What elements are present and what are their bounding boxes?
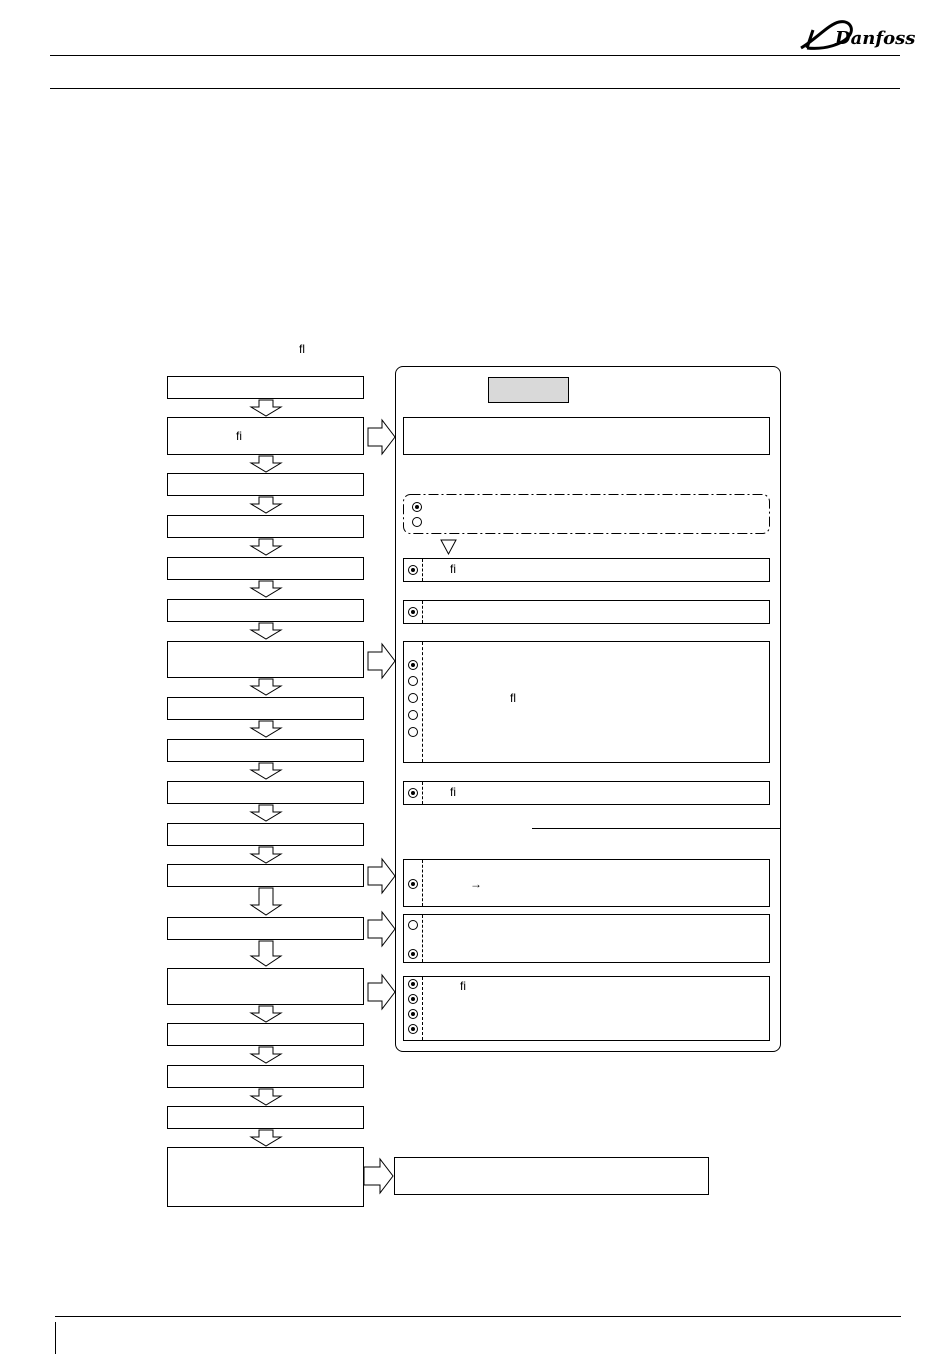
option-b-radio[interactable] bbox=[408, 565, 418, 575]
option-b-glyph: ﬁ bbox=[450, 562, 456, 576]
down-arrow-10 bbox=[250, 805, 282, 822]
option-box-d bbox=[403, 781, 770, 805]
option-d-radio[interactable] bbox=[408, 788, 418, 798]
step-box-13 bbox=[167, 917, 364, 940]
down-arrow-8 bbox=[250, 721, 282, 738]
option-e-radio[interactable] bbox=[408, 879, 418, 889]
down-arrow-2 bbox=[250, 456, 282, 473]
down-arrow-14 bbox=[250, 1006, 282, 1023]
header-rule-bottom bbox=[50, 88, 900, 89]
down-arrow-12 bbox=[250, 888, 282, 916]
option-e-divider bbox=[422, 860, 423, 906]
option-c-glyph: ﬂ bbox=[510, 691, 516, 705]
step-box-3 bbox=[167, 473, 364, 496]
step-box-5 bbox=[167, 557, 364, 580]
option-g-radio-1[interactable] bbox=[408, 979, 418, 989]
step-box-9 bbox=[167, 739, 364, 762]
step-box-17 bbox=[167, 1106, 364, 1129]
option-box-b2 bbox=[403, 600, 770, 624]
right-arrow-4 bbox=[368, 911, 396, 947]
step-box-11 bbox=[167, 823, 364, 846]
step-box-1 bbox=[167, 376, 364, 399]
down-arrow-1 bbox=[250, 400, 282, 417]
option-g-divider bbox=[422, 977, 423, 1040]
flowchart-caption: ﬂ bbox=[299, 342, 305, 356]
down-arrow-4 bbox=[250, 539, 282, 556]
option-c-radio-3[interactable] bbox=[408, 693, 418, 703]
step-box-15 bbox=[167, 1023, 364, 1046]
down-arrow-3 bbox=[250, 497, 282, 514]
result-box bbox=[394, 1157, 709, 1195]
option-g-radio-4[interactable] bbox=[408, 1024, 418, 1034]
logo-wordmark: Danfoss bbox=[835, 28, 916, 49]
step-box-16 bbox=[167, 1065, 364, 1088]
down-triangle-icon bbox=[440, 539, 457, 555]
down-arrow-6 bbox=[250, 623, 282, 640]
option-box-f bbox=[403, 914, 770, 963]
footer-rule bbox=[55, 1316, 901, 1317]
down-arrow-11 bbox=[250, 847, 282, 864]
down-arrow-16 bbox=[250, 1089, 282, 1106]
danfoss-logo bbox=[795, 14, 916, 54]
down-arrow-17 bbox=[250, 1130, 282, 1147]
option-radio-2[interactable] bbox=[412, 517, 422, 527]
option-c-radio-1[interactable] bbox=[408, 660, 418, 670]
right-arrow-2 bbox=[368, 643, 396, 679]
option-f-radio-1[interactable] bbox=[408, 920, 418, 930]
panel-divider-line bbox=[532, 828, 781, 829]
right-arrow-1 bbox=[368, 419, 396, 455]
info-box-a bbox=[403, 417, 770, 455]
right-arrow-5 bbox=[368, 974, 396, 1010]
panel-header-tab bbox=[488, 377, 569, 403]
right-arrow-3 bbox=[368, 858, 396, 894]
option-c-radio-2[interactable] bbox=[408, 676, 418, 686]
step-box-7 bbox=[167, 641, 364, 678]
down-arrow-9 bbox=[250, 763, 282, 780]
down-arrow-7 bbox=[250, 679, 282, 696]
step-box-12 bbox=[167, 864, 364, 887]
down-arrow-5 bbox=[250, 581, 282, 598]
down-arrow-15 bbox=[250, 1047, 282, 1064]
option-c-radio-4[interactable] bbox=[408, 710, 418, 720]
option-g-radio-2[interactable] bbox=[408, 994, 418, 1004]
header-rule-top bbox=[50, 55, 900, 56]
option-box-c bbox=[403, 641, 770, 763]
option-b2-radio[interactable] bbox=[408, 607, 418, 617]
step-box-2-glyph: ﬁ bbox=[236, 429, 242, 443]
step-box-2 bbox=[167, 417, 364, 455]
step-box-8 bbox=[167, 697, 364, 720]
option-box-e bbox=[403, 859, 770, 907]
step-box-18 bbox=[167, 1147, 364, 1207]
option-c-divider bbox=[422, 642, 423, 762]
option-group-dashdot bbox=[403, 494, 770, 534]
step-box-4 bbox=[167, 515, 364, 538]
down-arrow-13 bbox=[250, 941, 282, 967]
right-arrow-6 bbox=[364, 1158, 394, 1194]
option-d-glyph: ﬁ bbox=[450, 785, 456, 799]
step-box-14 bbox=[167, 968, 364, 1005]
option-e-arrow: → bbox=[470, 877, 482, 891]
step-box-6 bbox=[167, 599, 364, 622]
option-b-divider bbox=[422, 559, 423, 581]
option-d-divider bbox=[422, 782, 423, 804]
step-box-10 bbox=[167, 781, 364, 804]
option-f-divider bbox=[422, 915, 423, 962]
option-box-b bbox=[403, 558, 770, 582]
option-c-radio-5[interactable] bbox=[408, 727, 418, 737]
option-g-glyph: ﬁ bbox=[460, 979, 466, 993]
option-radio-1[interactable] bbox=[412, 502, 422, 512]
option-b2-divider bbox=[422, 601, 423, 623]
option-g-radio-3[interactable] bbox=[408, 1009, 418, 1019]
footer-vertical-bar bbox=[55, 1322, 56, 1354]
option-box-g bbox=[403, 976, 770, 1041]
option-f-radio-2[interactable] bbox=[408, 949, 418, 959]
